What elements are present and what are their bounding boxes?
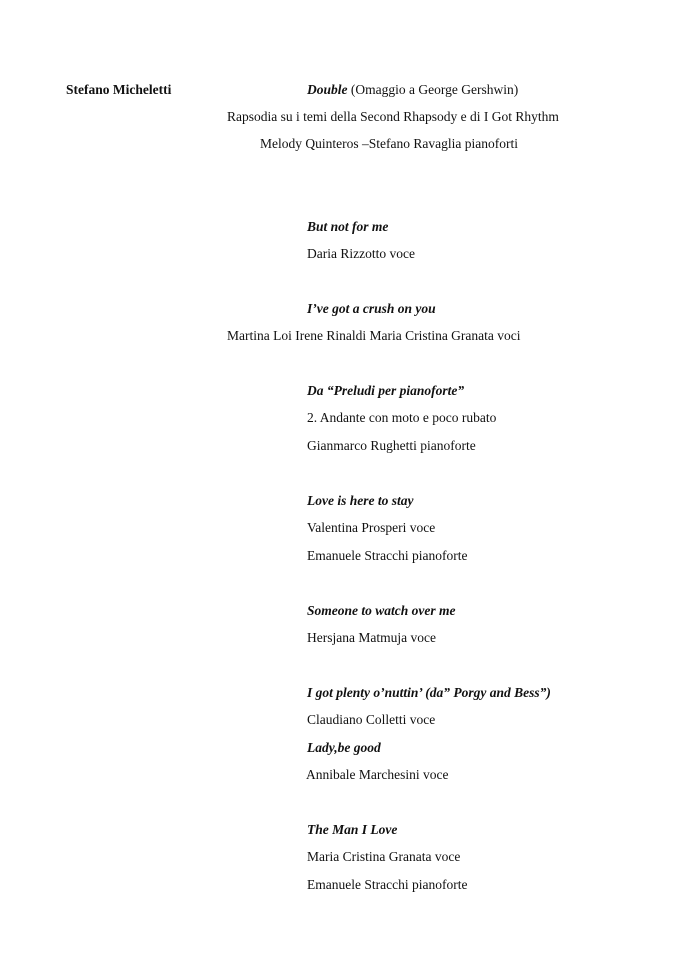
performer-line: Valentina Prosperi voce (307, 520, 436, 535)
performer-line: Daria Rizzotto voce (307, 246, 415, 261)
song-title: I’ve got a crush on you (307, 301, 436, 316)
performer-line: Emanuele Stracchi pianoforte (307, 548, 468, 563)
performer-line: Claudiano Colletti voce (307, 712, 436, 727)
piece-performers: Melody Quinteros –Stefano Ravaglia pianoforti (260, 136, 518, 151)
song-title: The Man I Love (307, 822, 398, 837)
performer-line: Emanuele Stracchi pianoforte (307, 877, 468, 892)
song-title: But not for me (307, 219, 389, 234)
movement-line: 2. Andante con moto e poco rubato (307, 410, 497, 425)
piece-title (307, 81, 518, 99)
piece-title-dedication: (Omaggio a George Gershwin) (347, 82, 519, 97)
song-title: Someone to watch over me (307, 603, 456, 618)
piece-title-italic: Double (307, 82, 348, 97)
song-title: Love is here to stay (307, 493, 414, 508)
song-title: I got plenty o’nuttin’ (da” Porgy and Bess”) (307, 685, 551, 700)
song-title: Lady,be good (307, 740, 381, 755)
performer-line: Gianmarco Rughetti pianoforte (307, 438, 476, 453)
composer-name: Stefano Micheletti (66, 82, 172, 97)
performer-line: Annibale Marchesini voce (306, 767, 449, 782)
song-title: Da “Preludi per pianoforte” (307, 383, 465, 398)
performer-line: Martina Loi Irene Rinaldi Maria Cristina Granata voci (227, 328, 521, 343)
performer-line: Hersjana Matmuja voce (307, 630, 436, 645)
performer-line: Maria Cristina Granata voce (307, 849, 461, 864)
piece-subtitle: Rapsodia su i temi della Second Rhapsody e di I Got Rhythm (227, 109, 559, 124)
